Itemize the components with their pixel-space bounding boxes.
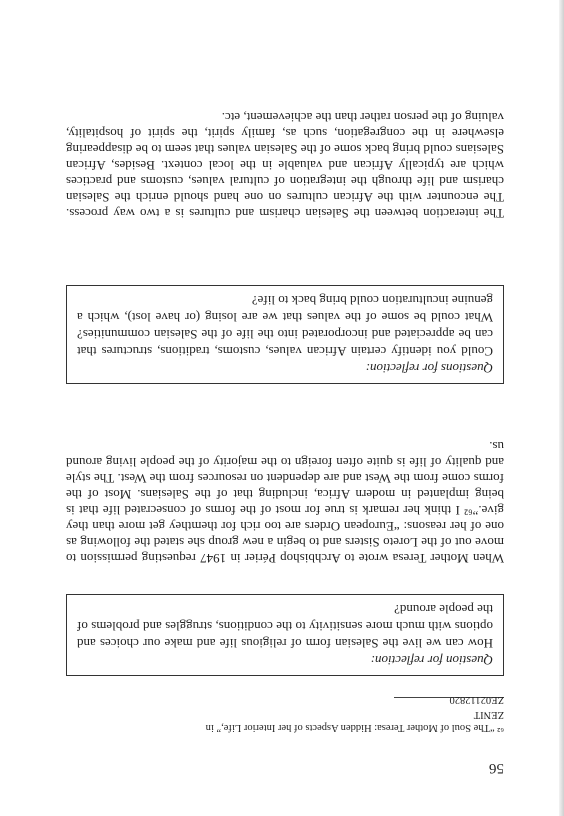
reflection-box-2-text: How can we live the Salesian form of religious life and make our choices and options with much more sensitivity to the conditions, struggles and problems of the people around? <box>77 602 493 651</box>
footnote-id: ZE02112820 <box>449 694 504 705</box>
reflection-box-1 <box>66 285 504 384</box>
reflection-box-2-title: Question for reflection: <box>370 653 493 668</box>
page-number: 56 <box>489 760 504 776</box>
reflection-box-1-text: Could you identify certain African values, customs, traditions, structures that can be appreciated and incorporated into the life of the Salesian communities? What could be some of the values that we are losing (or have lost), which a genuine inculturation could bring back to life? <box>77 293 493 359</box>
body-paragraph-2: When Mother Teresa wrote to Archbishop Périer in 1947 requesting permission to move out of the Loreto Sisters and to begin a new group she stated the following as one of her reasons: “European Orders are too rich for themthey get more than they give.”⁶² I think her remark is true for most of the forms of consecrated life that is being implanted in modern Africa, including that of the Salesians. Most of the forms come from the West and are dependent on resources from the West. The style and quality of life is quite often foreign to the majority of the people living around us. <box>66 439 504 566</box>
body-paragraph-1: The interaction between the Salesian charism and cultures is a two way process. The encounter with the African cultures on one hand should enrich the Salesian charism and life through the integration of cultural values, customs and practices which are typically African and valuable in the local context. Besides, African Salesians could bring back some of the Salesian values that seem to be disappearing elsewhere in the congregation, such as, family spirit, the spirit of hospitality, valuing of the person rather than the achievement, etc. <box>66 110 504 221</box>
reflection-box-2 <box>66 594 504 676</box>
scan-edge-shadow <box>559 0 564 816</box>
footnote <box>204 693 504 734</box>
reflection-box-1-title: Questions for reflection: <box>365 361 493 376</box>
footnote-text: ⁶² “The Soul of Mother Teresa: Hidden Aspects of her Interior Life,” in ZENIT <box>205 709 504 733</box>
